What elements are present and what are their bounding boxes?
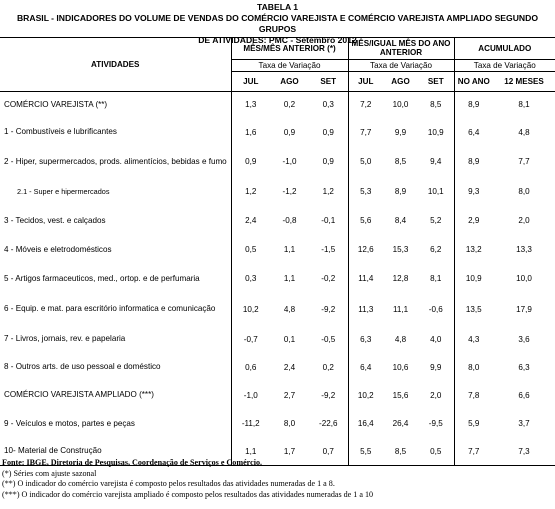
cell: 9,9: [394, 127, 407, 137]
header-month-vs-previous: MÊS/MÊS ANTERIOR (*): [231, 38, 348, 59]
cell: 13,5: [454, 293, 493, 325]
header-rate-1: Taxa de Variação: [231, 59, 348, 71]
cell: 5,3: [348, 177, 383, 206]
cell: 0,7: [309, 438, 348, 465]
header-jul-1: JUL: [231, 71, 270, 91]
cell: 6,3: [348, 325, 383, 353]
cell: -11,2: [231, 409, 270, 438]
cell: 10,2: [231, 293, 270, 325]
cell: 12,8: [392, 274, 409, 283]
cell: 7,8: [454, 381, 493, 409]
table-row: [0, 325, 555, 353]
cell: 9,3: [454, 177, 493, 206]
header-12-meses: 12 MESES: [493, 71, 555, 91]
cell: 4,8: [394, 334, 407, 344]
cell: 0,9: [231, 146, 270, 177]
cell: 4,3: [454, 325, 493, 353]
cell: 7,7: [454, 438, 493, 465]
cell: -1,5: [321, 245, 336, 254]
cell: 7,2: [348, 91, 383, 118]
table-row: [0, 381, 555, 409]
footnotes: [2, 458, 373, 501]
header-rate-3: Taxa de Variação: [454, 59, 555, 71]
cell: 2,0: [518, 216, 530, 225]
table-row: [0, 293, 555, 325]
footnote-2: (**) O indicador do comércio varejista é composto pelos resultados das atividades numeradas de 1 a 8.: [2, 479, 335, 489]
cell: 8,9: [454, 91, 493, 118]
cell: 13,2: [454, 235, 493, 264]
cell: 4,0: [430, 334, 442, 344]
cell: 13,3: [516, 245, 532, 254]
cell: 11,3: [348, 293, 383, 325]
cell: 8,4: [394, 216, 407, 225]
table-row: [0, 264, 555, 293]
row-label: 10- Material de Construção: [0, 438, 231, 465]
cell: 2,0: [430, 390, 442, 400]
cell: 4,8: [518, 127, 530, 137]
table-title-line1: BRASIL - INDICADORES DO VOLUME DE VENDAS DO COMÉRCIO VAREJISTA E COMÉRCIO VAREJISTA AMPLIADO SEGUNDO GRUPOS: [16, 13, 539, 34]
header-month-vs-same-month: MÊS/IGUAL MÊS DO ANO ANTERIOR: [348, 38, 454, 59]
cell: -0,7: [231, 325, 270, 353]
cell: 1,7: [270, 438, 309, 465]
cell: 1,1: [231, 438, 270, 465]
cell: 0,2: [283, 100, 296, 110]
cell: 1,2: [231, 177, 270, 206]
cell: 0,5: [231, 235, 270, 264]
table-number: TABELA 1: [256, 2, 299, 12]
row-label: COMÉRCIO VAREJISTA AMPLIADO (***): [4, 390, 154, 399]
cell: 6,4: [454, 118, 493, 146]
cell: 0,6: [231, 353, 270, 381]
cell: -9,2: [321, 304, 336, 314]
cell: 6,6: [518, 390, 530, 400]
cell: 3,6: [518, 334, 530, 344]
row-label: 2.1 - Super e hipermercados: [17, 186, 110, 196]
table-row: [0, 235, 555, 264]
cell: 2,4: [283, 362, 296, 372]
cell: -0,5: [321, 334, 336, 344]
cell: 8,5: [430, 100, 442, 110]
footnote-1: (*) Séries com ajuste sazonal: [2, 468, 97, 478]
row-label: 6 - Equip. e mat. para escritório informatica e comunicação: [4, 304, 216, 313]
cell: 10,1: [427, 187, 444, 196]
cell: 0,9: [283, 127, 296, 137]
cell: 8,0: [283, 419, 296, 428]
row-label: 1 - Combustíveis e lubrificantes: [4, 127, 117, 136]
cell: 0,9: [322, 157, 334, 166]
cell: 3,7: [518, 419, 530, 428]
cell: 10,9: [427, 127, 444, 137]
header-set-1: SET: [309, 71, 348, 91]
cell: 1,6: [231, 118, 270, 146]
header-rate-2: Taxa de Variação: [348, 59, 454, 71]
header-accumulated: ACUMULADO: [454, 38, 555, 59]
cell: 0,1: [283, 334, 296, 344]
cell: -22,6: [319, 419, 338, 428]
cell: 0,2: [322, 362, 334, 372]
cell: 8,9: [394, 187, 407, 196]
header-ago-1: AGO: [270, 71, 309, 91]
cell: 4,8: [283, 304, 296, 314]
cell: 8,1: [518, 100, 530, 110]
cell: 2,4: [231, 206, 270, 235]
cell: -0,1: [321, 216, 336, 225]
cell: 0,3: [231, 264, 270, 293]
cell: -0,6: [428, 304, 443, 314]
table-row: [0, 118, 555, 146]
cell: 1,1: [283, 274, 296, 283]
cell: -0,2: [321, 274, 336, 283]
row-label: COMÉRCIO VAREJISTA (**): [4, 99, 108, 109]
cell: 9,9: [430, 362, 442, 372]
cell: 16,4: [348, 409, 383, 438]
sales-indicators-table: [0, 38, 555, 466]
cell: -9,5: [428, 419, 443, 428]
cell: 5,5: [348, 438, 383, 465]
cell: 7,7: [518, 157, 530, 166]
cell: 7,7: [348, 118, 383, 146]
row-label: 4 - Móveis e eletrodomésticos: [4, 244, 112, 254]
cell: 10,6: [392, 362, 409, 372]
header-activities: ATIVIDADES: [0, 38, 231, 91]
cell: 11,4: [348, 264, 383, 293]
header-jul-2: JUL: [348, 71, 383, 91]
row-label: 7 - Livros, jornais, rev. e papelaria: [4, 334, 126, 343]
row-label: 5 - Artigos farmaceuticos, med., ortop. e de perfumaria: [4, 273, 200, 283]
cell: 0,9: [322, 127, 334, 137]
cell: 8,5: [383, 438, 418, 465]
cell: 7,3: [493, 438, 555, 465]
cell: 1,3: [231, 91, 270, 118]
cell: 10,2: [348, 381, 383, 409]
cell: 5,6: [348, 206, 383, 235]
table-row: [0, 146, 555, 177]
cell: 5,2: [430, 216, 442, 225]
table-row: [0, 177, 555, 206]
cell: 12,6: [348, 235, 383, 264]
row-label: 9 - Veículos e motos, partes e peças: [4, 418, 135, 428]
cell: 11,1: [392, 304, 409, 314]
row-label: 8 - Outros arts. de uso pessoal e doméstico: [4, 362, 161, 371]
cell: 2,7: [283, 390, 296, 400]
cell: 8,0: [454, 353, 493, 381]
table-row: [0, 91, 555, 118]
cell: 1,2: [322, 187, 334, 196]
cell: 2,9: [454, 206, 493, 235]
cell: 10,0: [392, 100, 409, 110]
cell: 8,0: [518, 187, 530, 196]
cell: 6,3: [518, 362, 530, 372]
cell: 9,4: [430, 157, 442, 166]
table-row: [0, 409, 555, 438]
cell: 10,0: [516, 274, 532, 283]
cell: 8,9: [454, 146, 493, 177]
cell: 6,4: [348, 353, 383, 381]
source-note: Fonte: IBGE, Diretoria de Pesquisas, Coordenação de Serviços e Comércio.: [2, 458, 263, 467]
cell: 8,5: [394, 157, 407, 166]
cell: 10,9: [454, 264, 493, 293]
cell: -9,2: [321, 390, 336, 400]
cell: 5,9: [454, 409, 493, 438]
header-no-ano: NO ANO: [454, 71, 493, 91]
cell: 1,1: [283, 245, 296, 254]
cell: 8,1: [430, 274, 442, 283]
cell: 26,4: [392, 419, 409, 428]
cell: 0,5: [418, 438, 454, 465]
cell: -1,0: [282, 157, 297, 166]
header-set-2: SET: [418, 71, 454, 91]
cell: -1,2: [282, 187, 297, 196]
table-row: [0, 353, 555, 381]
cell: -0,8: [282, 216, 297, 225]
cell: 15,3: [392, 245, 409, 254]
header-ago-2: AGO: [383, 71, 418, 91]
row-label: 3 - Tecidos, vest. e calçados: [4, 215, 106, 225]
table-title-line2: DE ATIVIDADES: PMC - Setembro 2012: [198, 35, 357, 45]
cell: -1,0: [231, 381, 270, 409]
cell: 0,3: [322, 100, 334, 110]
cell: 6,2: [430, 245, 442, 254]
row-label: 2 - Hiper, supermercados, prods. alimentícios, bebidas e fumo: [4, 156, 227, 166]
table-row: [0, 206, 555, 235]
cell: 17,9: [516, 304, 532, 314]
footnote-3: (***) O indicador do comércio varejista ampliado é composto pelos resultados das atividades numeradas de 1 a 10: [2, 490, 374, 500]
cell: 15,6: [392, 390, 409, 400]
cell: 5,0: [348, 146, 383, 177]
